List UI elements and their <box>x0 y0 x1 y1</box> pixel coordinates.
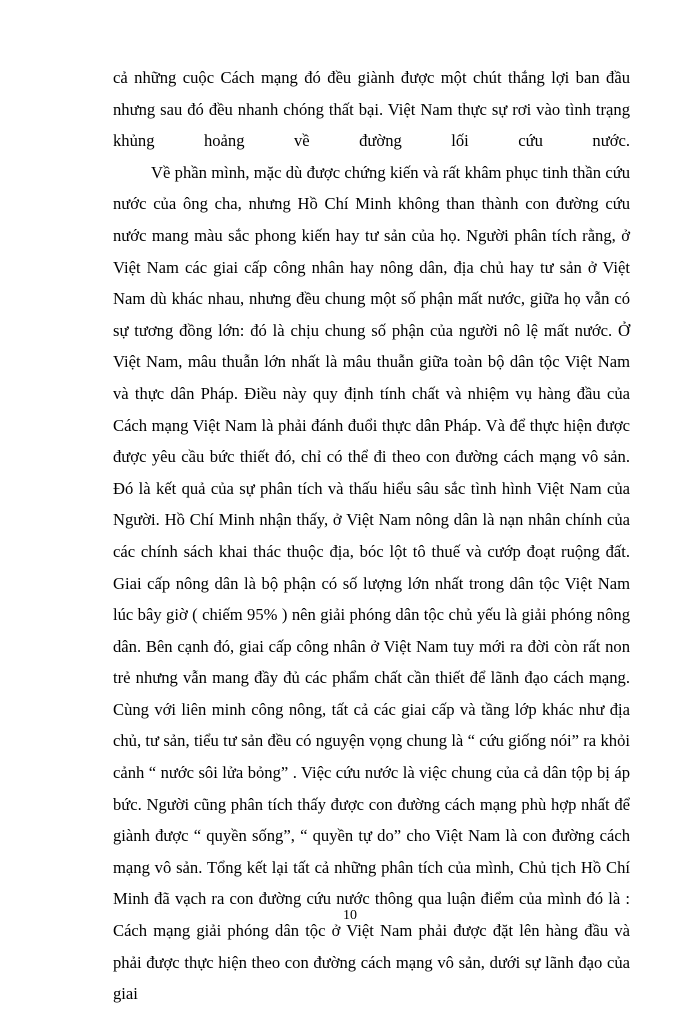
page-number: 10 <box>343 908 357 923</box>
body-text <box>113 62 630 1010</box>
paragraph-continued: cả những cuộc Cách mạng đó đều giành được một chút thắng lợi ban đầu nhưng sau đó đều nhanh chóng thất bại. Việt Nam thực sự rơi vào tình trạng khủng hoảng về đường lối cứu nước. <box>113 68 630 151</box>
paragraph-main: Về phần mình, mặc dù được chứng kiến và rất khâm phục tinh thần cứu nước của ông cha, nhưng Hồ Chí Minh không than thành con đường cứu nước mang màu sắc phong kiến hay tư sản của họ. Người phân tích rằng, ở Việt Nam các giai cấp công nhân hay nông dân, địa chủ hay tư sản ở Việt Nam dù khác nhau, nhưng đều chung một số phận mất nước, giữa họ vẫn có sự tương đồng lớn: đó là chịu chung số phận của người nô lệ mất nước. Ở Việt Nam, mâu thuẫn lớn nhất là mâu thuẫn giữa toàn bộ dân tộc Việt Nam và thực dân Pháp. Điều này quy định tính chất và nhiệm vụ hàng đầu của Cách mạng Việt Nam là phải đánh đuổi thực dân Pháp. Và để thực hiện được được yêu cầu bức thiết đó, chỉ có thể đi theo con đường cách mạng vô sản. Đó là kết quả của sự phân tích và thấu hiểu sâu sắc tình hình Việt Nam của Người. Hồ Chí Minh nhận thấy, ở Việt Nam nông dân là nạn nhân chính của các chính sách khai thác thuộc địa, bóc lột tô thuế và cướp đoạt ruộng đất. Giai cấp nông dân là bộ phận có số lượng lớn nhất trong dân tộc Việt Nam lúc bây giờ ( chiếm 95% ) nên giải phóng dân tộc chủ yếu là giải phóng nông dân. Bên cạnh đó, giai cấp công nhân ở Việt Nam tuy mới ra đời còn rất non trẻ nhưng vẫn mang đầy đủ các phẩm chất cần thiết để lãnh đạo cách mạng. Cùng với liên minh công nông, tất cả các giai cấp và tầng lớp khác như địa chủ, tư sản, tiểu tư sản đều có nguyện vọng chung là “ cứu giống nói” ra khỏi cảnh “ nước sôi lửa bỏng” . Việc cứu nước là việc chung của cả dân tộp bị áp bức. Người cũng phân tích thấy được con đường cách mạng phù hợp nhất để giành được “ quyền sống”, “ quyền tự do” cho Việt Nam là con đường cách mạng vô sản. Tổng kết lại tất cả những phân tích của mình, Chủ tịch Hồ Chí Minh đã vạch ra con đường cứu nước thông qua luận điểm của mình đó là : Cách mạng giải phóng dân tộc ở Việt Nam phải được đặt lên hàng đầu và phải được thực hiện theo con đường cách mạng vô sản, dưới sự lãnh đạo của giai <box>113 162 630 1004</box>
